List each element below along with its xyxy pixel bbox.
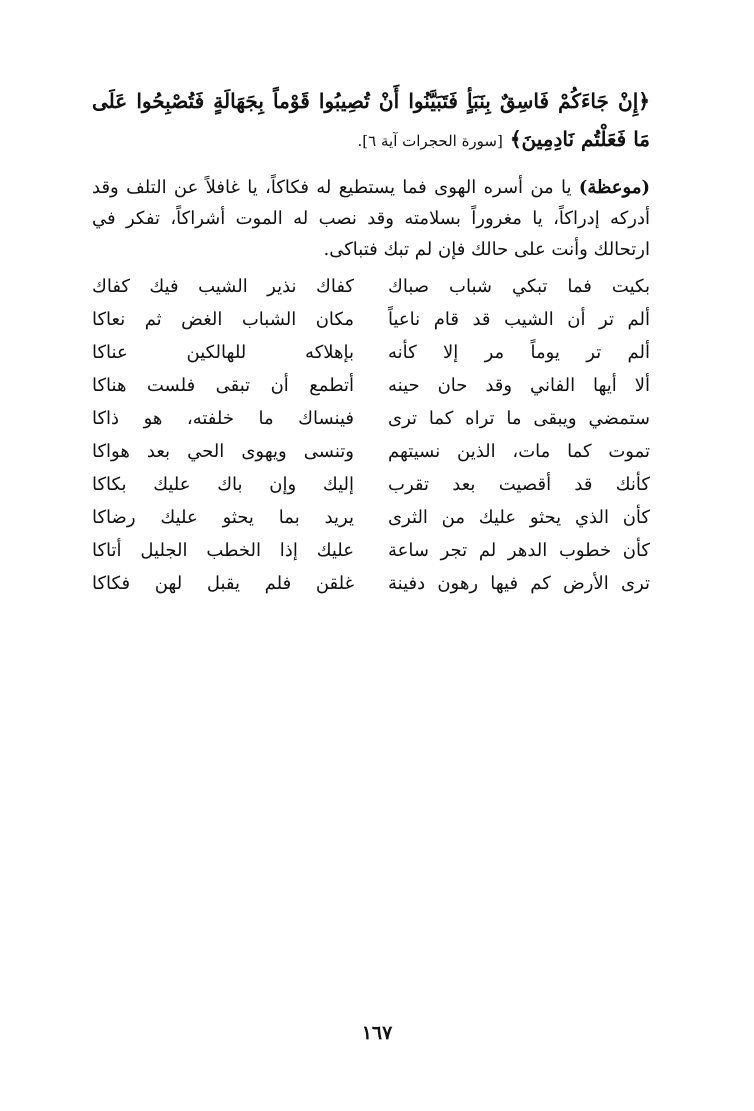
verse-second-hemistich: وتنسى ويهوى الحي بعد هواكا: [92, 441, 354, 462]
verse-first-hemistich: كأن الذي يحثو عليك من الثرى: [388, 507, 650, 528]
sermon-paragraph: [92, 172, 650, 265]
poem-verse: [92, 567, 650, 600]
quran-verse: [92, 82, 650, 160]
poem-verse: [92, 468, 650, 501]
verse-second-hemistich: مكان الشباب الغض ثم نعاكا: [92, 309, 354, 330]
verse-first-hemistich: بكيت فما تبكي شباب صباك: [388, 276, 650, 297]
verse-first-hemistich: ترى الأرض كم فيها رهون دفينة: [388, 573, 650, 594]
page-number: ١٦٧: [361, 1022, 393, 1044]
poem-verse: [92, 501, 650, 534]
poem-verse: [92, 369, 650, 402]
sermon-text: يا من أسره الهوى فما يستطيع له فكاكاً، يا غافلاً عن التلف وقد أدركه إدراكاً، يا مغروراً بسلامته وقد نصب له الموت أشراكاً، تفكر في ارتحالك وأنت على حالك فإن لم تبك فتباكى.: [92, 177, 650, 260]
poem-verse: [92, 336, 650, 369]
verse-first-hemistich: ألا أيها الفاني وقد حان حينه: [388, 375, 650, 396]
quran-verse-text: ﴿إِنْ جَاءَكُمْ فَاسِقٌ بِنَبَأٍ فَتَبَيَّنُوا أَنْ تُصِيبُوا قَوْماً بِجَهَالَةٍ فَتُصْبِحُوا عَلَى مَا فَعَلْتُم نَادِمِينَ﴾: [92, 89, 650, 151]
verse-first-hemistich: ألم تر يوماً مر إلا كأنه: [388, 342, 650, 363]
verse-second-hemistich: عليك إذا الخطب الجليل أتاكا: [92, 540, 354, 561]
poem-verse: [92, 534, 650, 567]
verse-first-hemistich: كأنك قد أقصيت بعد تقرب: [388, 474, 650, 495]
poem-verse: [92, 435, 650, 468]
poem-verse: [92, 303, 650, 336]
verse-first-hemistich: ستمضي ويبقى ما تراه كما ترى: [388, 408, 650, 429]
verse-second-hemistich: كفاك نذير الشيب فيك كفاك: [92, 276, 354, 297]
verse-first-hemistich: ألم تر أن الشيب قد قام ناعياً: [388, 309, 650, 330]
verse-first-hemistich: كأن خطوب الدهر لم تجر ساعة: [388, 540, 650, 561]
verse-second-hemistich: فينساك ما خلفته، هو ذاكا: [92, 408, 354, 429]
sermon-label: (موعظة): [578, 177, 650, 198]
poem: [92, 270, 650, 600]
verse-second-hemistich: إليك وإن باك عليك بكاكا: [92, 474, 354, 495]
verse-second-hemistich: بإهلاكه للهالكين عناكا: [92, 342, 354, 363]
quran-verse-reference: [سورة الحجرات آية ٦].: [357, 132, 503, 150]
poem-verse: [92, 402, 650, 435]
poem-verse: [92, 270, 650, 303]
verse-second-hemistich: يريد بما يحثو عليك رضاكا: [92, 507, 354, 528]
verse-second-hemistich: أتطمع أن تبقى فلست هناكا: [92, 375, 354, 396]
verse-first-hemistich: تموت كما مات، الذين نسيتهم: [388, 441, 650, 462]
verse-second-hemistich: غلقن فلم يقبل لهن فكاكا: [92, 573, 354, 594]
